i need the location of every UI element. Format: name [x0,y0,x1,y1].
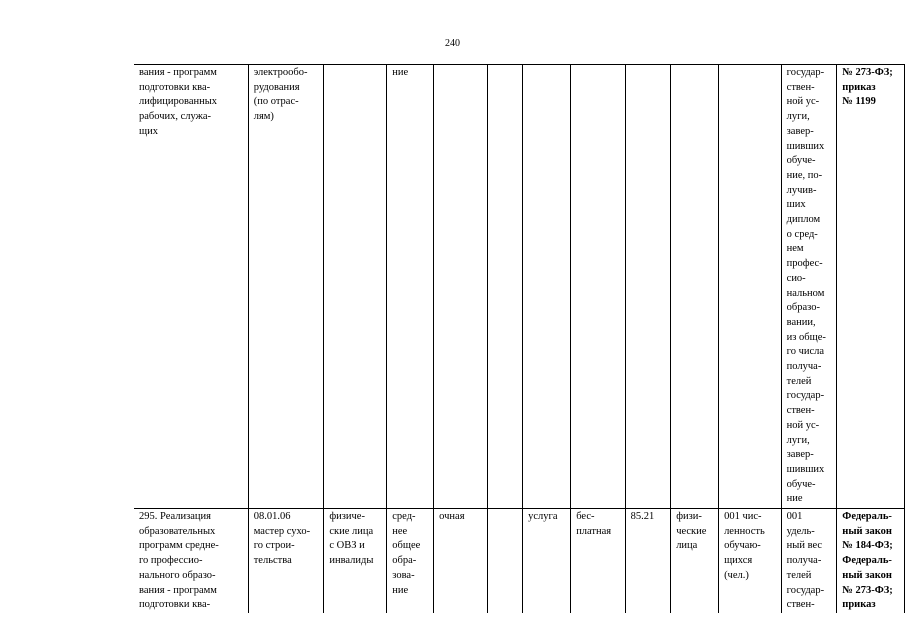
cell-consumers: физи- ческие лица [671,509,719,613]
services-table [134,64,905,613]
cell-volume-indicator [719,65,782,509]
cell-volume-indicator: 001 чис- ленность обучаю- щихся (чел.) [719,509,782,613]
cell-empty [487,65,522,509]
cell-payment [571,65,625,509]
cell-consumer-category [324,65,387,509]
cell-okved [625,65,671,509]
cell-service-name: вания - программ подготовки ква- лифицированных рабочих, служа- щих [134,65,248,509]
cell-type: услуга [523,509,571,613]
cell-empty [487,509,522,613]
cell-service-name: 295. Реализация образовательных программ средне- го профессио- нального образо- вания - программ подготовки ква- [134,509,248,613]
cell-program-code: электрообо- рудования (по отрас- лям) [248,65,324,509]
table-row [134,65,905,509]
cell-consumer-category: физиче- ские лица с ОВЗ и инвалиды [324,509,387,613]
cell-legal-basis: Федераль- ный закон № 184-ФЗ; Федераль- ный закон № 273-ФЗ; приказ [837,509,905,613]
cell-quality-indicator: государ- ствен- ной ус- луги, завер- шивших обуче- ние, по- лучив- ших диплом о сред- нем профес- сио- нальном образо- вании, из обще- го числа получа- телей государ- ствен- ной ус- луги, завер- шивших обуче- ние [781,65,837,509]
cell-education-level: ние [387,65,434,509]
cell-quality-indicator: 001 удель- ный вес получа- телей государ- ствен- [781,509,837,613]
cell-consumers [671,65,719,509]
cell-form [434,65,488,509]
page-number: 240 [445,38,460,49]
cell-okved: 85.21 [625,509,671,613]
cell-payment: бес- платная [571,509,625,613]
cell-type [523,65,571,509]
cell-legal-basis: № 273-ФЗ; приказ № 1199 [837,65,905,509]
cell-program-code: 08.01.06 мастер сухо- го строи- тельства [248,509,324,613]
cell-form: очная [434,509,488,613]
table-row [134,509,905,613]
cell-education-level: сред- нее общее обра- зова- ние [387,509,434,613]
